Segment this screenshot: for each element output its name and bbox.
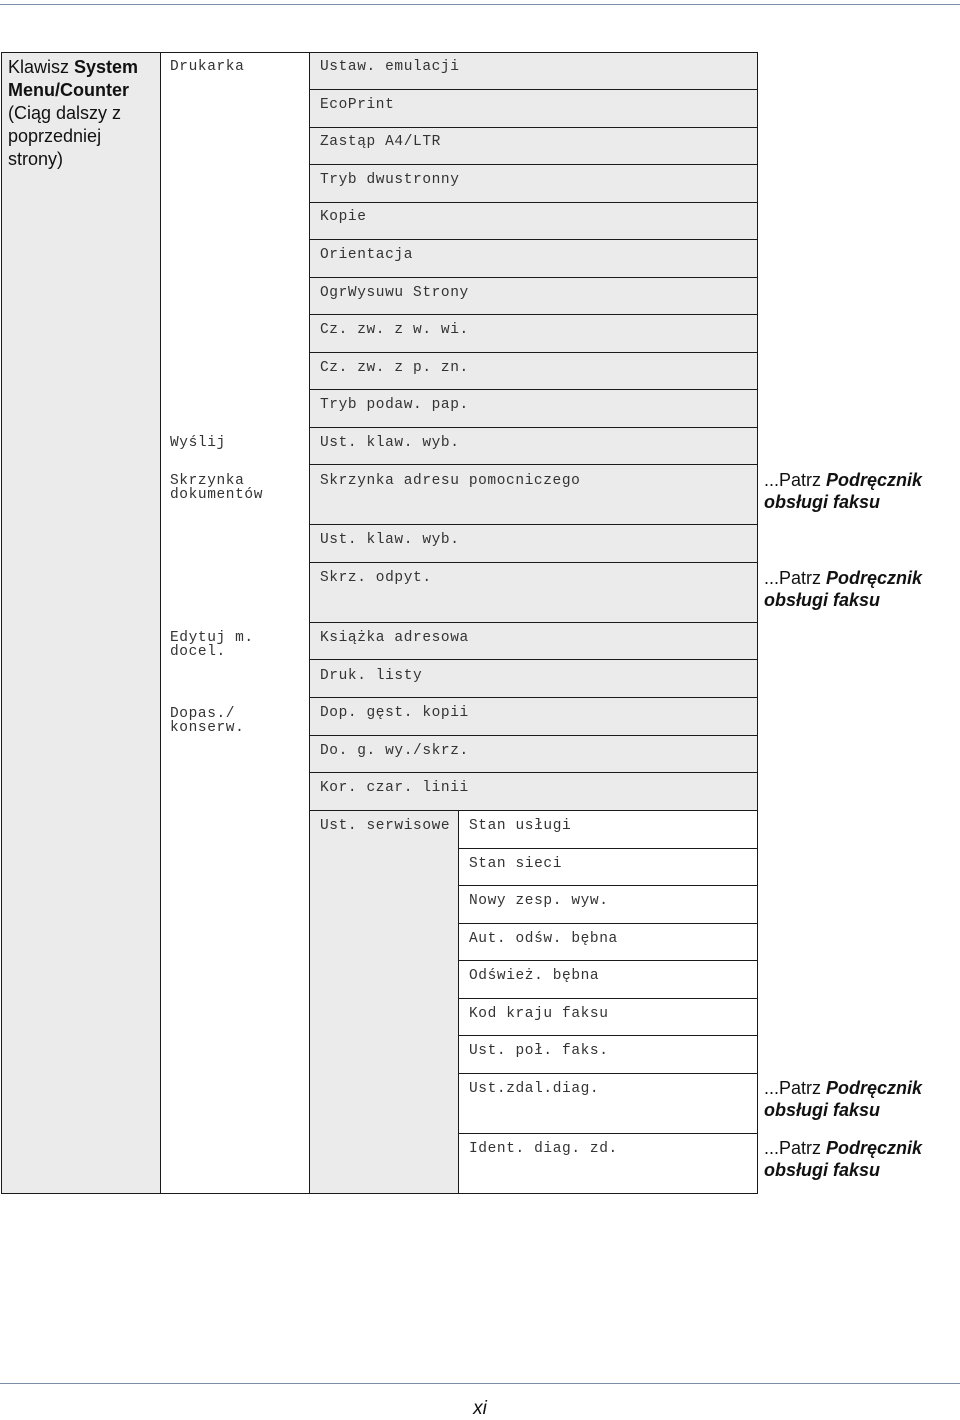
item-aut-odsw: Aut. odśw. bębna bbox=[469, 931, 618, 947]
item-ecoprint: EcoPrint bbox=[320, 97, 395, 113]
item-skrz-odpyt: Skrz. odpyt. bbox=[320, 570, 432, 586]
item-kod-kraju: Kod kraju faksu bbox=[469, 1006, 609, 1022]
item-stan-sieci: Stan sieci bbox=[469, 856, 563, 872]
item-orientacja: Orientacja bbox=[320, 247, 414, 263]
item-tryb-dwustronny: Tryb dwustronny bbox=[320, 172, 460, 188]
item-skrzynka-dokumentow: Skrzynka dokumentów bbox=[170, 473, 264, 503]
top-rule bbox=[0, 4, 960, 5]
item-ust-klaw-wyb-1: Ust. klaw. wyb. bbox=[320, 435, 460, 451]
item-ust-klaw-wyb-2: Ust. klaw. wyb. bbox=[320, 532, 460, 548]
item-tryb-podaw: Tryb podaw. pap. bbox=[320, 397, 469, 413]
section-heading: Klawisz System Menu/Counter (Ciąg dalszy z poprzedniej strony) bbox=[8, 57, 139, 169]
item-wyslij: Wyślij bbox=[170, 435, 226, 451]
level2-column bbox=[160, 52, 310, 1194]
item-nowy-zesp: Nowy zesp. wyw. bbox=[469, 893, 609, 909]
note-skrz-odpyt: ...Patrz Podręcznik obsługi faksu bbox=[764, 568, 923, 610]
bottom-rule bbox=[0, 1383, 960, 1384]
item-cz-zw-w-wi: Cz. zw. z w. wi. bbox=[320, 322, 469, 338]
row-kopie bbox=[309, 202, 758, 240]
item-dop-gest: Dop. gęst. kopii bbox=[320, 705, 469, 721]
header-cell bbox=[1, 52, 161, 1194]
item-dopas: Dopas./ konserw. bbox=[170, 706, 245, 736]
item-odswiez: Odśwież. bębna bbox=[469, 968, 600, 984]
note-skrzynka-adresu: ...Patrz Podręcznik obsługi faksu bbox=[764, 470, 923, 512]
item-kor-czar: Kor. czar. linii bbox=[320, 780, 469, 796]
item-stan-uslugi: Stan usługi bbox=[469, 818, 572, 834]
item-ustaw-emulacji: Ustaw. emulacji bbox=[320, 59, 460, 75]
item-ust-pol: Ust. poł. faks. bbox=[469, 1043, 609, 1059]
item-drukarka: Drukarka bbox=[170, 59, 245, 75]
item-druk-listy: Druk. listy bbox=[320, 668, 423, 684]
item-ident-diag: Ident. diag. zd. bbox=[469, 1141, 618, 1157]
item-ust-serwisowe: Ust. serwisowe bbox=[320, 818, 451, 834]
item-ogrwysuwu: OgrWysuwu Strony bbox=[320, 285, 469, 301]
item-ust-zdal: Ust.zdal.diag. bbox=[469, 1081, 600, 1097]
item-do-g-wy: Do. g. wy./skrz. bbox=[320, 743, 469, 759]
item-edytuj: Edytuj m. docel. bbox=[170, 630, 254, 660]
item-skrzynka-adresu: Skrzynka adresu pomocniczego bbox=[320, 473, 581, 489]
item-zastap: Zastąp A4/LTR bbox=[320, 134, 441, 150]
item-cz-zw-p-zn: Cz. zw. z p. zn. bbox=[320, 360, 469, 376]
item-kopie: Kopie bbox=[320, 209, 367, 225]
note-ust-zdal: ...Patrz Podręcznik obsługi faksu bbox=[764, 1078, 923, 1120]
page-number: xi bbox=[473, 1398, 487, 1419]
note-ident-diag: ...Patrz Podręcznik obsługi faksu bbox=[764, 1138, 923, 1180]
item-ksiazka: Książka adresowa bbox=[320, 630, 469, 646]
